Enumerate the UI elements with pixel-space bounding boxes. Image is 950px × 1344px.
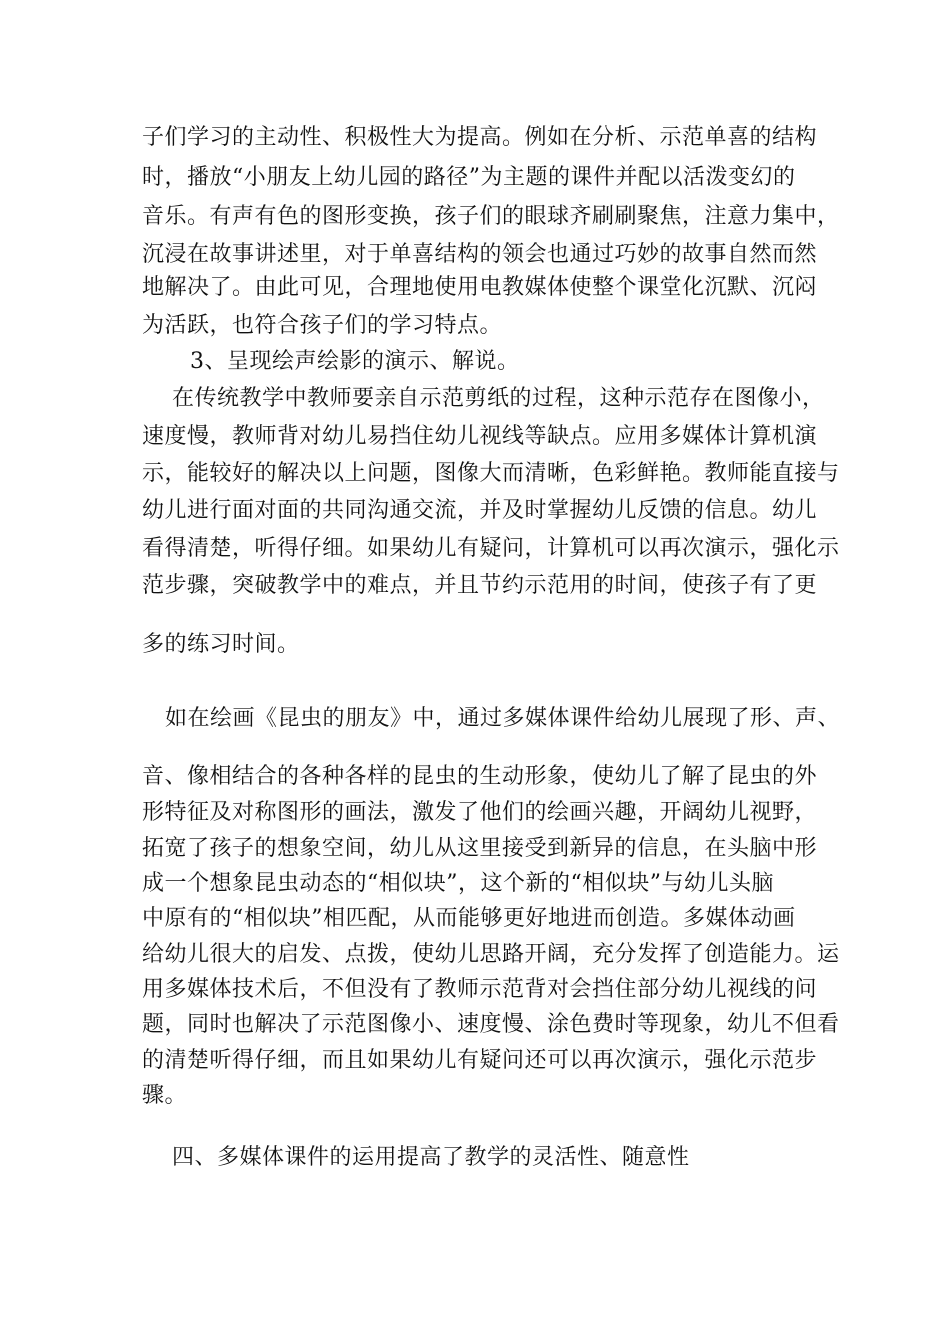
text-line: 在传统教学中教师要亲自示范剪纸的过程，这种示范存在图像小， (172, 386, 825, 411)
text-line: 幼儿进行面对面的共同沟通交流，并及时掌握幼儿反馈的信息。幼儿 (142, 498, 818, 523)
text-line: 如在绘画《昆虫的朋友》中，通过多媒体课件给幼儿展现了形、声、 (165, 706, 841, 731)
text-line: 的清楚听得仔细，而且如果幼儿有疑问还可以再次演示，强化示范步 (142, 1048, 818, 1073)
text-line: 音乐。有声有色的图形变换，孩子们的眼球齐刷刷聚焦，注意力集中， (142, 204, 840, 229)
text-line: 地解决了。由此可见，合理地使用电教媒体使整个课堂化沉默、沉闷 (142, 275, 818, 300)
text-line: 时，播放“小朋友上幼儿园的路径”为主题的课件并配以活泼变幻的 (142, 165, 796, 190)
text-line: 子们学习的主动性、积极性大为提高。例如在分析、示范单喜的结构 (142, 125, 818, 150)
text-line: 用多媒体技术后，不但没有了教师示范背对会挡住部分幼儿视线的问 (142, 977, 818, 1002)
section-heading: 四、多媒体课件的运用提高了教学的灵活性、随意性 (172, 1145, 690, 1170)
text-line: 题，同时也解决了示范图像小、速度慢、涂色费时等现象，幼儿不但看 (142, 1012, 840, 1037)
text-line: 中原有的“相似块”相匹配，从而能够更好地进而创造。多媒体动画 (142, 906, 796, 931)
text-line: 形特征及对称图形的画法，激发了他们的绘画兴趣，开阔幼儿视野， (142, 800, 818, 825)
text-line: 范步骤，突破教学中的难点，并且节约示范用的时间，使孩子有了更 (142, 573, 818, 598)
section-heading: 3、呈现绘声绘影的演示、解说。 (190, 349, 520, 374)
text-line: 拓宽了孩子的想象空间，幼儿从这里接受到新异的信息，在头脑中形 (142, 836, 818, 861)
text-line: 成一个想象昆虫动态的“相似块”，这个新的“相似块”与幼儿头脑 (142, 871, 774, 896)
text-line: 音、像相结合的各种各样的昆虫的生动形象，使幼儿了解了昆虫的外 (142, 764, 818, 789)
text-line: 沉浸在故事讲述里，对于单喜结构的领会也通过巧妙的故事自然而然 (142, 242, 818, 267)
text-line: 为活跃，也符合孩子们的学习特点。 (142, 313, 503, 338)
text-line: 给幼儿很大的启发、点拨，使幼儿思路开阔，充分发挥了创造能力。运 (142, 942, 840, 967)
text-line: 多的练习时间。 (142, 632, 300, 657)
text-line: 示，能较好的解决以上问题，图像大而清晰，色彩鲜艳。教师能直接与 (142, 461, 840, 486)
text-line: 看得清楚，听得仔细。如果幼儿有疑问，计算机可以再次演示，强化示 (142, 536, 840, 561)
text-line: 骤。 (142, 1083, 188, 1108)
text-line: 速度慢，教师背对幼儿易挡住幼儿视线等缺点。应用多媒体计算机演 (142, 424, 818, 449)
